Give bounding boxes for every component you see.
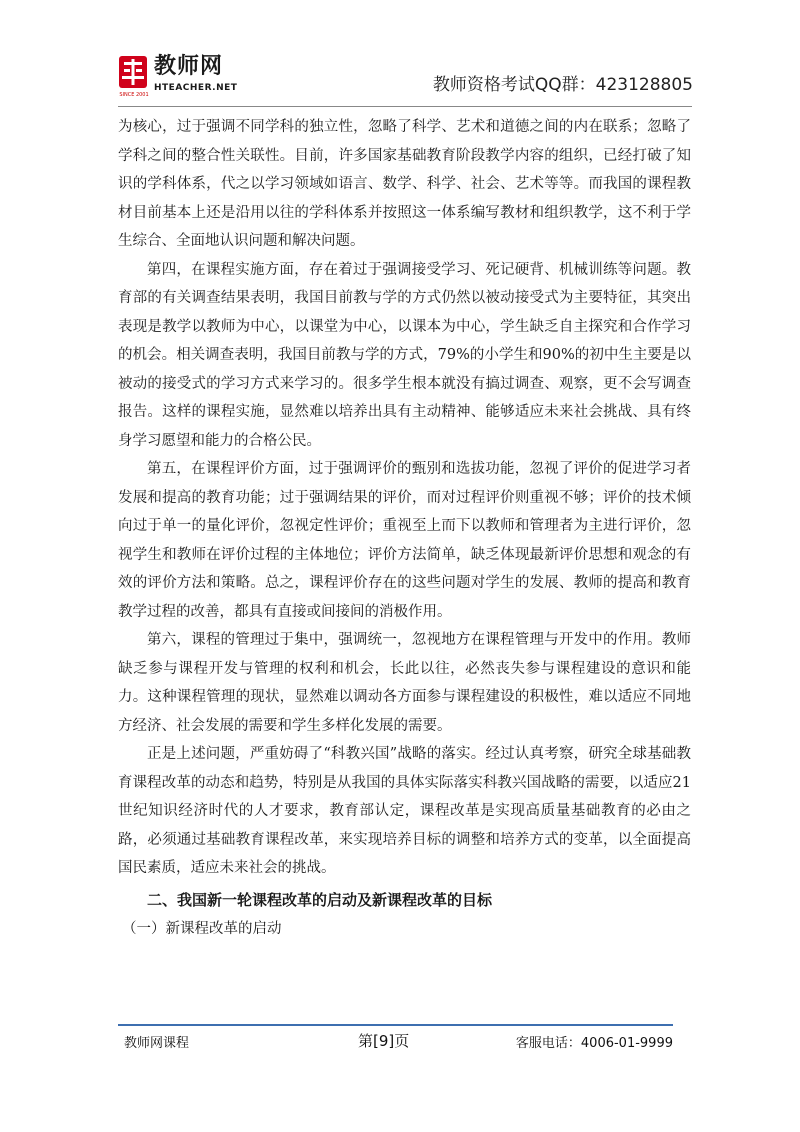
paragraph-3: 第五，在课程评价方面，过于强调评价的甄别和选拔功能，忽视了评价的促进学习者发展和提高的教育功能；过于强调结果的评价，而对过程评价则重视不够；评价的技术倾向过于单一的量化评价，忽视定性评价；重视至上而下以教师和管理者为主进行评价，忽视学生和教师在评价过程的主体地位；评价方法简单，缺乏体现最新评价思想和观念的有效的评价方法和策略。总之，课程评价存在的这些问题对学生的发展、教师的提高和教育教学过程的改善，都具有直接或间接间的消极作用。	[118, 461, 691, 620]
paragraph-5: 正是上述问题，严重妨碍了“科教兴国”战略的落实。经过认真考察，研究全球基础教育课程改革的动态和趋势，特别是从我国的具体实际落实科教兴国战略的需要，以适应21世纪知识经济时代的人才要求，教育部认定，课程改革是实现高质量基础教育的必由之路，必须通过基础教育课程改革，来实现培养目标的调整和培养方式的变革，以全面提高国民素质，适应未来社会的挑战。	[118, 746, 691, 876]
document-body	[118, 113, 691, 943]
logo-domain: HTEACHER.NET	[154, 83, 238, 93]
logo-mark-icon	[118, 54, 148, 98]
logo-since: SINCE 2001	[119, 92, 149, 98]
logo-name: 教师网	[154, 54, 224, 79]
footer-brand: 教师网课程	[124, 1036, 190, 1051]
header-divider	[118, 106, 692, 107]
subsection-heading: （一）新课程改革的启动	[122, 920, 282, 937]
header-contact: 教师资格考试QQ群：423128805	[432, 75, 693, 95]
paragraph-4: 第六，课程的管理过于集中，强调统一，忽视地方在课程管理与开发中的作用。教师缺乏参与课程开发与管理的权利和机会，长此以往，必然丧失参与课程建设的意识和能力。这种课程管理的现状，显然难以调动各方面参与课程建设的积极性，难以适应不同地方经济、社会发展的需要和学生多样化发展的需要。	[118, 632, 691, 734]
page-number: 第[9]页	[358, 1032, 410, 1050]
page-header	[118, 54, 693, 106]
footer-divider	[118, 1024, 673, 1026]
page-footer	[118, 1030, 673, 1052]
logo	[118, 54, 237, 98]
footer-phone: 客服电话：4006-01-9999	[515, 1036, 673, 1051]
paragraph-1: 为核心，过于强调不同学科的独立性，忽略了科学、艺术和道德之间的内在联系；忽略了学科之间的整合性关联性。目前，许多国家基础教育阶段教学内容的组织，已经打破了知识的学科体系，代之以学习领域如语言、数学、科学、社会、艺术等等。而我国的课程教材目前基本上还是沿用以往的学科体系并按照这一体系编写教材和组织教学，这不利于学生综合、全面地认识问题和解决问题。	[118, 119, 691, 249]
section-heading: 二、我国新一轮课程改革的启动及新课程改革的目标	[147, 890, 493, 909]
paragraph-2: 第四，在课程实施方面，存在着过于强调接受学习、死记硬背、机械训练等问题。教育部的有关调查结果表明，我国目前教与学的方式仍然以被动接受式为主要特征，其突出表现是教学以教师为中心，以课堂为中心，以课本为中心，学生缺乏自主探究和合作学习的机会。相关调查表明，我国目前教与学的方式，79%的小学生和90%的初中生主要是以被动的接受式的学习方式来学习的。很多学生根本就没有搞过调查、观察，更不会写调查报告。这样的课程实施，显然难以培养出具有主动精神、能够适应未来社会挑战、具有终身学习愿望和能力的合格公民。	[118, 261, 691, 449]
